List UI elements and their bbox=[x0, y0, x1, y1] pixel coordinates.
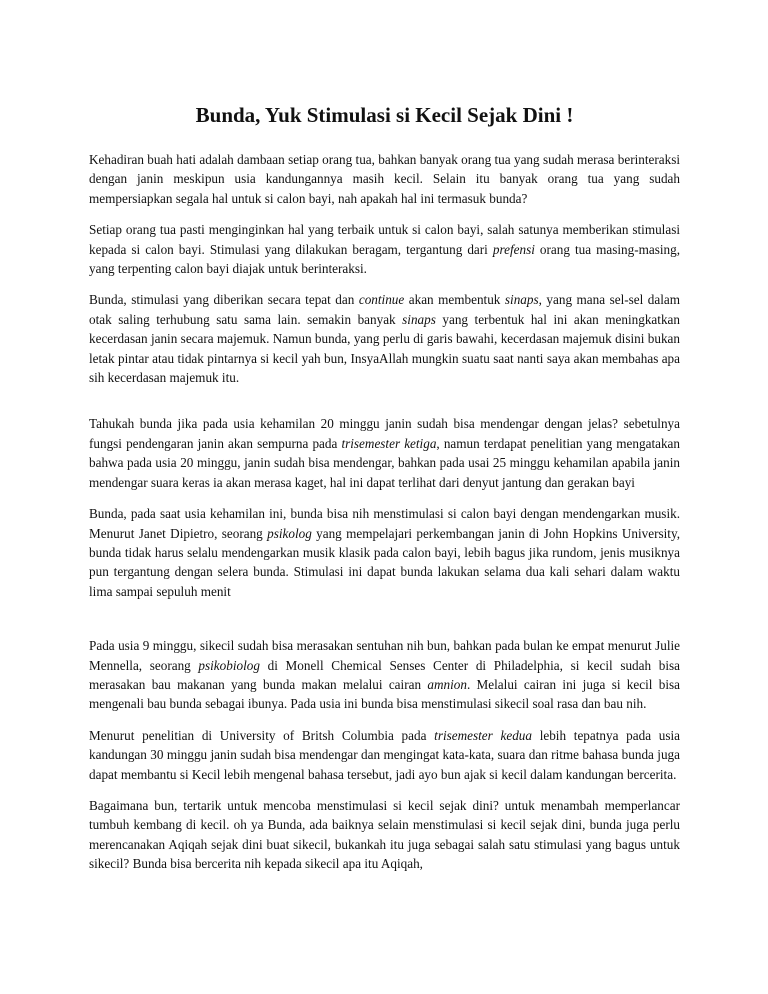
paragraph-text: Bunda, stimulasi yang diberikan secara tepat dan bbox=[89, 292, 359, 308]
paragraph-8 bbox=[89, 796, 680, 874]
paragraph-text: orang tua masing-masing, yang terpenting calon bayi diajak untuk berinteraksi. bbox=[89, 241, 680, 277]
document-page bbox=[89, 102, 680, 886]
italic-term: amnion bbox=[427, 676, 467, 692]
paragraph-text: lebih tepatnya pada usia kandungan 30 minggu janin sudah bisa mendengar dan mengingat kata-kata, suara dan ritme bahasa bunda juga dapat membantu si Kecil lebih mengenal bahasa tersebut, jadi ayo bun ajak si kecil dalam kandungan bercerita. bbox=[89, 727, 681, 782]
paragraph-text: , namun terdapat penelitian yang mengatakan bahwa pada usia 20 minggu, janin sudah bisa mendengar, bahkan pada usai 25 minggu kehamilan apabila janin mendengar suara keras ia akan merasa kaget, hal ini dapat terlihat dari denyut jantung dan gerakan bayi bbox=[89, 435, 681, 490]
paragraph-1 bbox=[89, 150, 680, 208]
paragraph-6 bbox=[89, 636, 680, 714]
paragraph-text: yang terbentuk hal ini akan meningkatkan kecerdasan janin secara majemuk. Namun bunda, yang perlu di garis bawahi, kecerdasan majemuk disini bukan letak pintar atau tidak pintarnya si kecil yah bun, InsyaAllah mungkin suatu saat nanti saya akan membahas apa sih kecerdasan majemuk itu. bbox=[89, 311, 680, 386]
italic-term: prefensi bbox=[492, 241, 535, 257]
paragraph-text: Tahukah bunda jika pada usia kehamilan 20 minggu janin sudah bisa mendengar dengan jelas? sebetulnya fungsi pendengaran janin akan sempurna pada bbox=[89, 416, 680, 451]
paragraph-text: . Melalui cairan ini juga si kecil bisa mengenali bau bunda sebagai ibunya. Pada usia ini bunda bisa menstimulasi sikecil soal rasa dan bau nih. bbox=[89, 676, 681, 712]
paragraph-text: , yang mana sel-sel dalam otak saling terhubung satu sama lain. semakin banyak bbox=[89, 292, 680, 327]
paragraph-text: Kehadiran buah hati adalah dambaan setiap orang tua, bahkan banyak orang tua yang sudah merasa berinteraksi dengan janin meskipun usia kandungannya masih kecil. Selain itu banyak orang tua yang sudah mempersiapkan segala hal untuk si calon bayi, nah apakah hal ini termasuk bunda? bbox=[89, 152, 680, 206]
paragraph-text: Setiap orang tua pasti menginginkan hal yang terbaik untuk si calon bayi, salah satunya memberikan stimulasi kepada si calon bayi. Stimulasi yang dilakukan beragam, tergantung dari bbox=[89, 222, 680, 257]
paragraph-3 bbox=[89, 290, 680, 387]
page-title: Bunda, Yuk Stimulasi si Kecil Sejak Dini ! bbox=[195, 103, 574, 127]
italic-term: continue bbox=[358, 292, 405, 308]
paragraph-text: Bunda, pada saat usia kehamilan ini, bunda bisa nih menstimulasi si calon bayi dengan mendengarkan musik. Menurut Janet Dipietro, seorang bbox=[89, 506, 680, 541]
paragraph-text: Bagaimana bun, tertarik untuk mencoba menstimulasi si kecil sejak dini? untuk menambah memperlancar tumbuh kembang di kecil. oh ya Bunda, ada baiknya selain menstimulasi si kecil sejak dini, bunda juga perlu merencanakan Aqiqah sejak dini buat sikecil, bukankah itu juga sebagai salah satu stimulasi yang bagus untuk sikecil? Bunda bisa bercerita nih kepada sikecil apa itu Aqiqah, bbox=[89, 797, 680, 872]
paragraph-4 bbox=[89, 414, 680, 492]
paragraph-text: Pada usia 9 minggu, sikecil sudah bisa merasakan sentuhan nih bun, bahkan pada bulan ke empat menurut Julie Mennella, seorang bbox=[89, 638, 680, 673]
italic-term: trisemester ketiga bbox=[341, 435, 437, 451]
italic-term: sinaps bbox=[402, 311, 436, 327]
paragraph-2 bbox=[89, 220, 680, 278]
italic-term: sinaps bbox=[504, 292, 539, 308]
italic-term: trisemester kedua bbox=[434, 727, 532, 743]
italic-term: psikolog bbox=[267, 525, 312, 541]
paragraph-text: Menurut penelitian di University of Britsh Columbia pada bbox=[89, 727, 435, 743]
paragraph-5 bbox=[89, 504, 680, 601]
italic-term: psikobiolog bbox=[198, 657, 260, 673]
paragraph-7 bbox=[89, 726, 680, 784]
paragraph-text: yang mempelajari perkembangan janin di John Hopkins University, bunda tidak harus selalu mendengarkan musik klasik pada calon bayi, lebih bagus jika rundom, jenis musiknya pun tergantung dengan selera bunda. Stimulasi ini dapat bunda lakukan selama dua kali sehari dalam waktu lima sampai sepuluh menit bbox=[89, 525, 680, 599]
paragraph-text: di Monell Chemical Senses Center di Philadelphia, si kecil sudah bisa merasakan bau makanan yang bunda makan melalui cairan bbox=[89, 657, 680, 692]
paragraph-text: akan membentuk bbox=[404, 292, 505, 308]
